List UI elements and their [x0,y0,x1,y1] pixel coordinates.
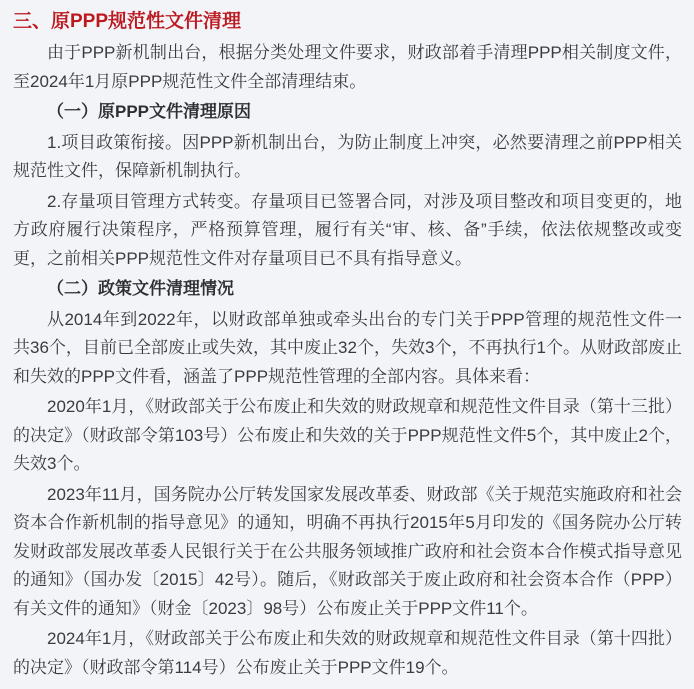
paragraph-intro: 由于PPP新机制出台，根据分类处理文件要求，财政部着手清理PPP相关制度文件，至2024年1月原PPP规范性文件全部清理结束。 [13,43,682,91]
paragraph-2020: 2020年1月，《财政部关于公布废止和失效的财政规章和规范性文件目录（第十三批）的决定》（财政部令第103号）公布废止和失效的关于PPP规范性文件5个，其中废止2个，失效3个。 [13,397,682,473]
subheading-cleanup-reasons: （一）原PPP文件清理原因 [47,102,252,121]
paragraph-2023: 2023年11月，国务院办公厅转发国家发展改革委、财政部《关于规范实施政府和社会资本合作新机制的指导意见》的通知，明确不再执行2015年5月印发的《国务院办公厅转发财政部发展改革委人民银行关于在公共服务领域推广政府和社会资本合作模式指导意见的通知》（国办发〔2015〕42号）。随后，《财政部关于废止政府和社会资本合作（PPP）有关文件的通知》（财金〔2023〕98号）公布废止关于PPP文件11个。 [13,484,682,618]
paragraph-overview: 从2014年到2022年，以财政部单独或牵头出台的专门关于PPP管理的规范性文件一共36个，目前已全部废止或失效，其中废止32个，失效3个，不再执行1个。从财政部废止和失效的PPP文件看，涵盖了PPP规范性管理的全部内容。具体来看： [13,309,682,386]
paragraph-reason-1: 1.项目政策衔接。因PPP新机制出台，为防止制度上冲突，必然要清理之前PPP相关规范性文件，保障新机制执行。 [13,132,682,180]
subheading-cleanup-status: （二）政策文件清理情况 [47,279,234,298]
section-heading: 三、原PPP规范性文件清理 [13,11,242,32]
paragraph-2024: 2024年1月，《财政部关于公布废止和失效的财政规章和规范性文件目录（第十四批）的决定》（财政部令第114号）公布废止关于PPP文件19个。 [13,629,682,677]
paragraph-reason-2: 2.存量项目管理方式转变。存量项目已签署合同，对涉及项目整改和项目变更的，地方政府履行决策程序，严格预算管理，履行有关“审、核、备”手续，依法依规整改或变更，之前相关PPP规范性文件对存量项目已不具有指导意义。 [13,191,682,268]
